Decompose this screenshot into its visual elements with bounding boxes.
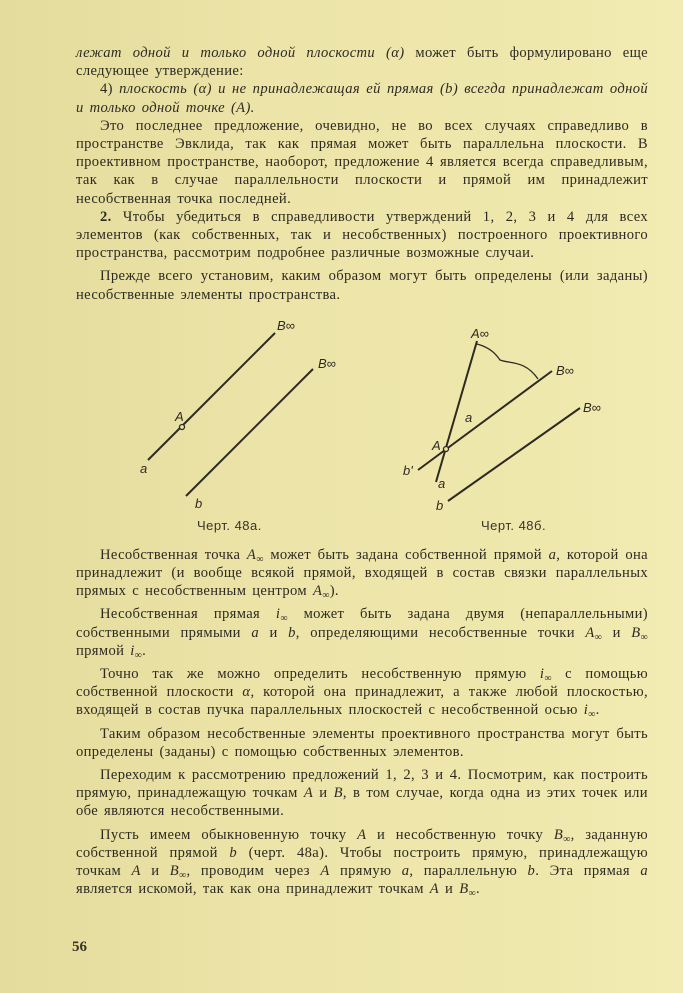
paragraph-improper-line: Несобственная прямая $i_\infty$ может быть задана двумя (непараллельными) собственными прямыми a и b, определяющими несобственные точки $A_\infty$ и $B_\infty$ прямой $i_\infty$. — [76, 606, 648, 661]
paragraph-transition: Переходим к рассмотрению предложений 1, 2, 3 и 4. Посмотрим, как построить прямую, принадлежащую точкам A и B, в том случае, когда одна из этих точек или обе являются несобственными. — [76, 767, 648, 820]
label-A: A — [175, 408, 184, 424]
book-page — [76, 44, 648, 899]
paragraph-summary: Таким образом несобственные элементы проективного пространства могут быть определены (заданы) с помощью собственных элементов. — [76, 725, 648, 760]
label-a-bottom: a — [438, 475, 446, 491]
paragraph-continuation: лежат одной и только одной плоскости (α) может быть формулировано еще следующее утверждение: — [76, 45, 648, 80]
line-b — [186, 369, 313, 496]
label-B-inf-mid: B∞ — [556, 362, 574, 378]
line-b-prime — [418, 371, 552, 470]
paragraph-improper-line-plane: Точно так же можно определить несобственную прямую $i_\infty$ с помощью собственной плоскости α, которой она принадлежит, а также любой плоскостью, входящей в состав пучка параллельных плоскостей с несобственной осью $i_\infty$. — [76, 666, 649, 721]
line-a — [148, 333, 275, 460]
label-B-inf-right-48b: B∞ — [583, 399, 601, 415]
label-A-inf: A∞ — [471, 325, 489, 341]
label-b: b — [195, 495, 203, 511]
label-B-inf-right: B∞ — [318, 355, 336, 371]
paragraph-intro-improper: Прежде всего установим, каким образом могут быть определены (или заданы) несобственные элементы пространства. — [76, 268, 648, 303]
figure-48a — [148, 333, 313, 496]
paragraph-construction: Пусть имеем обыкновенную точку A и несобственную точку $B_\infty$, заданную собственной прямой b (черт. 48а). Чтобы построить прямую, принадлежащую точкам A и $B_\infty$, проводим через A прямую a, параллельную b. Эта прямая a является искомой, так как она принадлежит точкам A и $B_\infty$. — [76, 826, 648, 900]
point-A — [180, 424, 185, 429]
arc-connector — [477, 344, 538, 379]
label-a: a — [140, 460, 148, 476]
paragraph-statement-4: 4) плоскость (α) и не принадлежащая ей прямая (b) всегда принадлежат одной и только одной точке (A). — [76, 81, 648, 116]
caption-48a: Черт. 48а. — [197, 517, 262, 533]
point-A-48b — [444, 446, 449, 451]
label-a-line: a — [465, 409, 473, 425]
figure-diagrams — [0, 308, 683, 534]
page-number: 56 — [72, 939, 87, 955]
label-B-inf-top: B∞ — [277, 317, 295, 333]
label-b-prime: b' — [403, 462, 413, 478]
label-A-48b: A — [432, 437, 441, 453]
paragraph-improper-point: Несобственная точка $A_\infty$ может быть задана собственной прямой a, которой она принадлежит (и вообще всякой прямой, входящей в состав связки параллельных прямых с несобственным центром $A_\infty$). — [76, 546, 648, 602]
label-b-48b: b — [436, 497, 444, 513]
paragraph-section-2: 2. Чтобы убедиться в справедливости утверждений 1, 2, 3 и 4 для всех элементов (как собственных, так и несобственных) построенного проективного пространства, рассмотрим подробнее различные возможные случаи. — [76, 208, 648, 262]
paragraph-euclid-remark: Это последнее предложение, очевидно, не во всех случаях справедливо в пространстве Эвклида, так как прямая может быть параллельна плоскости. В проективном пространстве, наоборот, предложение 4 является всегда справедливым, так как в случае параллельности плоскости и прямой им принадлежит несобственная точка последней. — [76, 117, 648, 207]
caption-48b: Черт. 48б. — [481, 517, 547, 533]
figures-row — [76, 308, 648, 534]
